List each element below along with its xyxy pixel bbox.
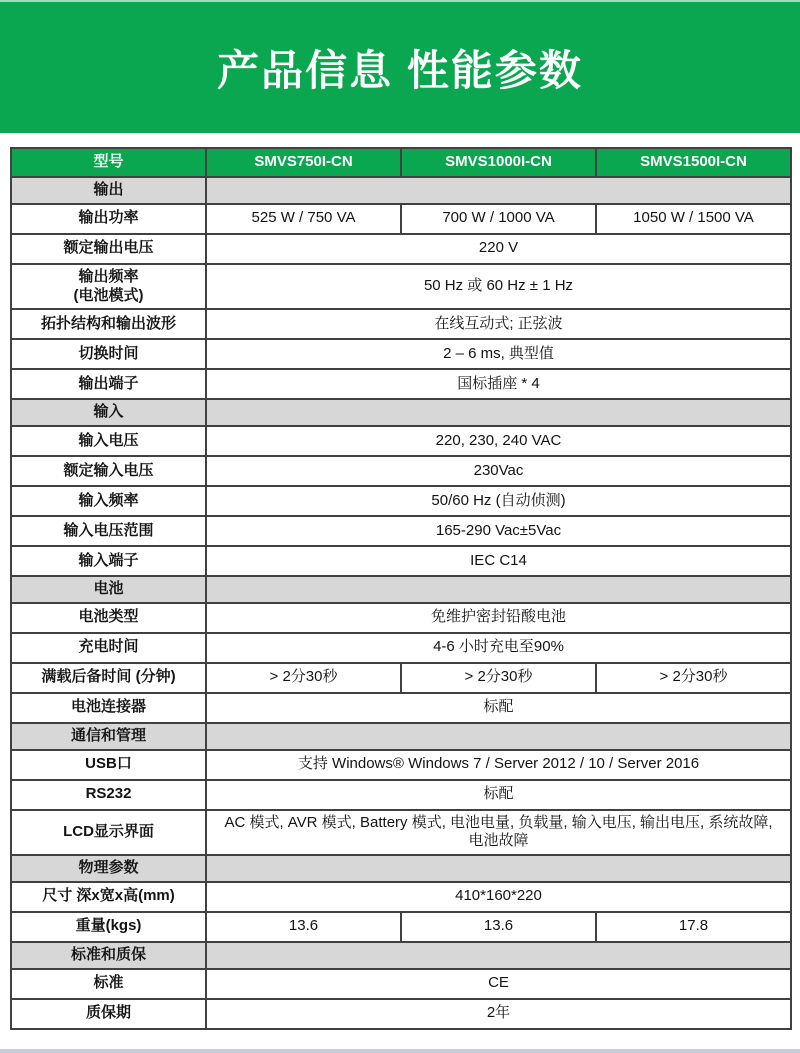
row-value: AC 模式, AVR 模式, Battery 模式, 电池电量, 负载量, 输入电压, 输出电压, 系统故障, 电池故障 — [206, 810, 791, 856]
row-label: 输入电压范围 — [11, 516, 206, 546]
table-row — [11, 339, 791, 369]
section-label: 物理参数 — [11, 855, 206, 882]
row-value: 2 – 6 ms, 典型值 — [206, 339, 791, 369]
table-row — [11, 969, 791, 999]
header-cell-model: 型号 — [11, 148, 206, 177]
row-label: 输出功率 — [11, 204, 206, 234]
row-value: CE — [206, 969, 791, 999]
table-row — [11, 912, 791, 942]
section-spacer — [206, 855, 791, 882]
row-value: 免维护密封铅酸电池 — [206, 603, 791, 633]
table-row — [11, 750, 791, 780]
table-row — [11, 426, 791, 456]
row-label: 额定输出电压 — [11, 234, 206, 264]
table-row — [11, 693, 791, 723]
section-label: 输出 — [11, 177, 206, 204]
row-label: 质保期 — [11, 999, 206, 1029]
table-row — [11, 369, 791, 399]
row-label: 拓扑结构和输出波形 — [11, 309, 206, 339]
page-title: 产品信息 性能参数 — [217, 46, 583, 94]
row-value: 13.6 — [401, 912, 596, 942]
table-row — [11, 309, 791, 339]
table-row — [11, 234, 791, 264]
table-row — [11, 456, 791, 486]
section-spacer — [206, 723, 791, 750]
row-label: 电池连接器 — [11, 693, 206, 723]
row-value: 525 W / 750 VA — [206, 204, 401, 234]
row-value: 220 V — [206, 234, 791, 264]
row-label: 充电时间 — [11, 633, 206, 663]
header-row — [11, 148, 791, 177]
row-value: 支持 Windows® Windows 7 / Server 2012 / 10 / Server 2016 — [206, 750, 791, 780]
row-value: 在线互动式; 正弦波 — [206, 309, 791, 339]
section-label: 通信和管理 — [11, 723, 206, 750]
row-label: 尺寸 深x宽x高(mm) — [11, 882, 206, 912]
header-cell-smvs1000: SMVS1000I-CN — [401, 148, 596, 177]
spec-table-body — [11, 177, 791, 1029]
header-cell-smvs750: SMVS750I-CN — [206, 148, 401, 177]
row-label: USB口 — [11, 750, 206, 780]
row-label: 切换时间 — [11, 339, 206, 369]
section-row — [11, 855, 791, 882]
table-row — [11, 882, 791, 912]
header-cell-smvs1500: SMVS1500I-CN — [596, 148, 791, 177]
row-label: LCD显示界面 — [11, 810, 206, 856]
table-row — [11, 810, 791, 856]
row-label: 重量(kgs) — [11, 912, 206, 942]
row-label: 输入端子 — [11, 546, 206, 576]
row-value: 标配 — [206, 693, 791, 723]
section-row — [11, 942, 791, 969]
row-label — [11, 264, 206, 310]
section-label: 输入 — [11, 399, 206, 426]
row-label: 电池类型 — [11, 603, 206, 633]
row-label: 输入频率 — [11, 486, 206, 516]
row-label: 额定输入电压 — [11, 456, 206, 486]
row-value: 13.6 — [206, 912, 401, 942]
row-value: 220, 230, 240 VAC — [206, 426, 791, 456]
row-label: RS232 — [11, 780, 206, 810]
row-value: IEC C14 — [206, 546, 791, 576]
table-row — [11, 603, 791, 633]
row-value: 50 Hz 或 60 Hz ± 1 Hz — [206, 264, 791, 310]
row-value: > 2分30秒 — [596, 663, 791, 693]
table-row — [11, 546, 791, 576]
row-value: 1050 W / 1500 VA — [596, 204, 791, 234]
section-row — [11, 576, 791, 603]
table-row — [11, 633, 791, 663]
section-label: 标准和质保 — [11, 942, 206, 969]
row-value: 国标插座 * 4 — [206, 369, 791, 399]
section-spacer — [206, 177, 791, 204]
row-label: 满载后备时间 (分钟) — [11, 663, 206, 693]
row-value: 410*160*220 — [206, 882, 791, 912]
row-value: 165-290 Vac±5Vac — [206, 516, 791, 546]
row-label: 输入电压 — [11, 426, 206, 456]
bottom-divider — [0, 1049, 800, 1053]
row-value: 2年 — [206, 999, 791, 1029]
section-row — [11, 399, 791, 426]
spec-table — [10, 147, 792, 1030]
table-row — [11, 516, 791, 546]
section-row — [11, 723, 791, 750]
row-value: 50/60 Hz (自动侦测) — [206, 486, 791, 516]
row-label: 输出端子 — [11, 369, 206, 399]
row-value: 标配 — [206, 780, 791, 810]
section-row — [11, 177, 791, 204]
row-label: 标准 — [11, 969, 206, 999]
row-value: 230Vac — [206, 456, 791, 486]
table-row — [11, 780, 791, 810]
section-spacer — [206, 399, 791, 426]
banner — [0, 0, 800, 133]
table-row — [11, 264, 791, 310]
section-label: 电池 — [11, 576, 206, 603]
section-spacer — [206, 942, 791, 969]
row-label-line2: (电池模式) — [73, 286, 144, 304]
row-value: 4-6 小时充电至90% — [206, 633, 791, 663]
row-value: 700 W / 1000 VA — [401, 204, 596, 234]
section-spacer — [206, 576, 791, 603]
table-row — [11, 204, 791, 234]
table-row — [11, 999, 791, 1029]
row-value: > 2分30秒 — [206, 663, 401, 693]
table-row — [11, 663, 791, 693]
table-row — [11, 486, 791, 516]
row-value: > 2分30秒 — [401, 663, 596, 693]
row-value: 17.8 — [596, 912, 791, 942]
row-label-line1: 输出频率 — [78, 267, 139, 285]
